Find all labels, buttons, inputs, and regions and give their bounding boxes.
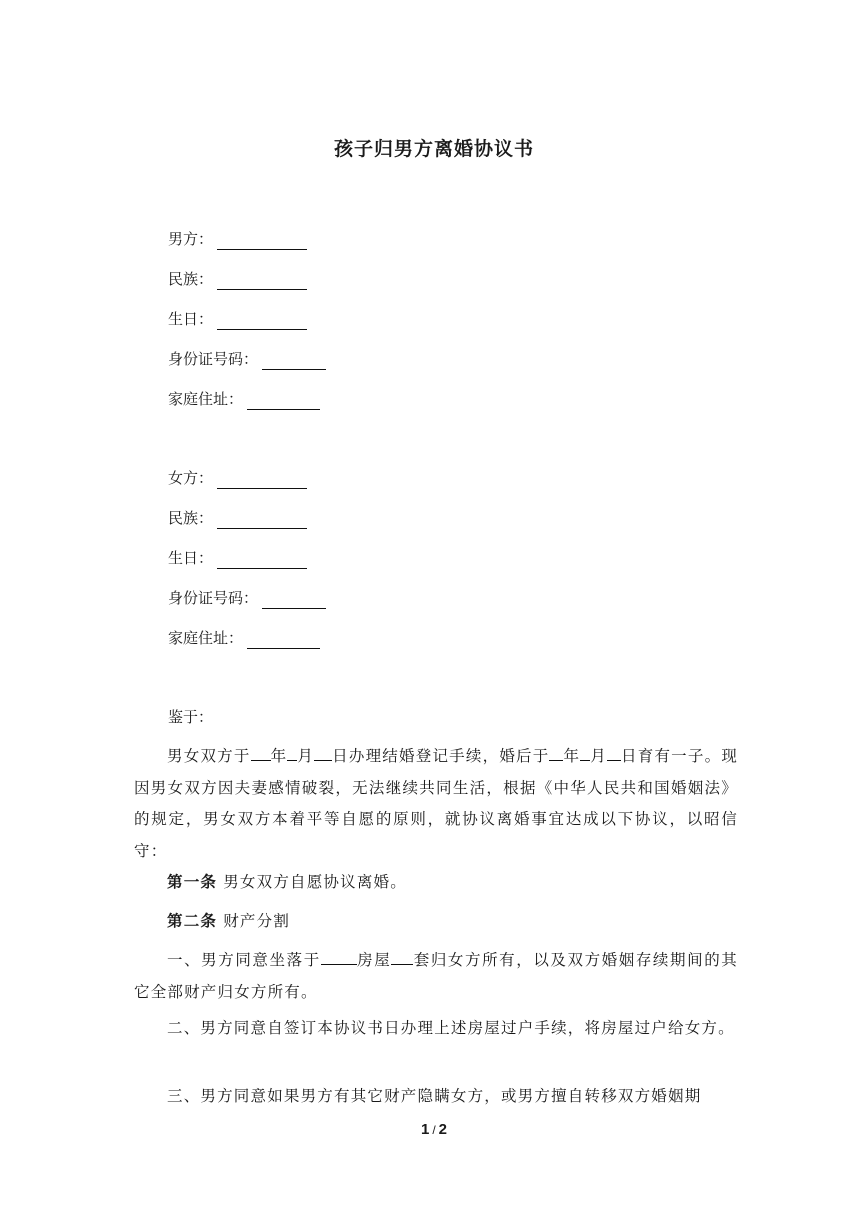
article-2-text: 财产分割 xyxy=(217,912,291,930)
female-name-field xyxy=(168,467,307,489)
male-address-label: 家庭住址： xyxy=(168,390,244,408)
female-id-field xyxy=(168,587,326,609)
female-birthday-field xyxy=(168,547,307,569)
female-ethnicity-blank xyxy=(217,512,307,529)
intro-text-3: 月 xyxy=(297,747,315,765)
birth-year-blank xyxy=(549,746,563,761)
female-ethnicity-field xyxy=(168,507,307,529)
article-1-label: 第一条 xyxy=(167,872,218,891)
male-address-field xyxy=(168,388,320,410)
male-name-field xyxy=(168,228,307,250)
female-birthday-blank xyxy=(217,552,307,569)
document-title: 孩子归男方离婚协议书 xyxy=(333,138,534,160)
male-ethnicity-field xyxy=(168,268,307,290)
page-separator: / xyxy=(432,1123,436,1137)
intro-paragraph xyxy=(134,741,738,867)
article-2-label: 第二条 xyxy=(167,911,218,930)
male-birthday-field xyxy=(168,308,307,330)
intro-text-6: 月 xyxy=(590,747,607,765)
female-id-blank xyxy=(262,592,326,609)
marriage-day-blank xyxy=(314,746,332,761)
intro-text-2: 年 xyxy=(270,747,288,765)
male-name-blank xyxy=(217,233,307,250)
whereas-heading xyxy=(168,706,213,728)
clause-2: 二、男方同意自签订本协议书日办理上述房屋过户手续，将房屋过户给女方。 xyxy=(167,1019,735,1037)
female-address-field xyxy=(168,627,320,649)
male-id-label: 身份证号码： xyxy=(168,350,259,368)
female-birthday-label: 生日： xyxy=(168,549,214,567)
whereas-label: 鉴于： xyxy=(168,708,214,726)
intro-text-1: 男女双方于 xyxy=(167,747,251,765)
property-location-blank xyxy=(321,950,357,965)
male-id-field xyxy=(168,348,326,370)
male-name-label: 男方： xyxy=(168,230,214,248)
clause-1-text-1: 一、男方同意坐落于 xyxy=(167,951,321,969)
intro-text-7: 日育有一子。现因男女双方因夫妻感情破裂，无法继续共同生活，根据《中华人民共和国婚姻法》的规定，男女双方本着平等自愿的原则，就协议离婚事宜达成以下协议，以昭信守： xyxy=(134,747,739,860)
clause-1-text-3: 套归女方所有，以及双方婚姻存续期间的其它全部财产归女方所有。 xyxy=(134,951,738,1001)
clause-1 xyxy=(134,945,738,1008)
male-ethnicity-blank xyxy=(217,273,307,290)
page-number xyxy=(0,1121,868,1138)
page-current: 1 xyxy=(420,1121,430,1138)
female-ethnicity-label: 民族： xyxy=(168,509,214,527)
male-birthday-label: 生日： xyxy=(168,310,214,328)
female-address-label: 家庭住址： xyxy=(168,629,244,647)
male-ethnicity-label: 民族： xyxy=(168,270,214,288)
birth-month-blank xyxy=(580,746,590,761)
article-1-text: 男女双方自愿协议离婚。 xyxy=(217,873,407,891)
clause-1-text-2: 房屋 xyxy=(356,951,392,969)
male-address-blank xyxy=(247,393,320,410)
birth-day-blank xyxy=(607,746,621,761)
intro-text-5: 年 xyxy=(563,747,581,765)
property-count-blank xyxy=(391,950,413,965)
female-address-blank xyxy=(247,632,320,649)
marriage-year-blank xyxy=(251,746,271,761)
page-total: 2 xyxy=(438,1121,448,1138)
male-birthday-blank xyxy=(217,313,307,330)
marriage-month-blank xyxy=(287,746,297,761)
male-id-blank xyxy=(262,353,326,370)
female-id-label: 身份证号码： xyxy=(168,589,259,607)
female-name-blank xyxy=(217,472,307,489)
clause-3: 三、男方同意如果男方有其它财产隐瞒女方，或男方擅自转移双方婚姻期 xyxy=(167,1087,702,1105)
article-2 xyxy=(134,905,738,938)
article-1 xyxy=(134,866,738,899)
intro-text-4: 日办理结婚登记手续，婚后于 xyxy=(332,747,550,765)
female-name-label: 女方： xyxy=(168,469,214,487)
